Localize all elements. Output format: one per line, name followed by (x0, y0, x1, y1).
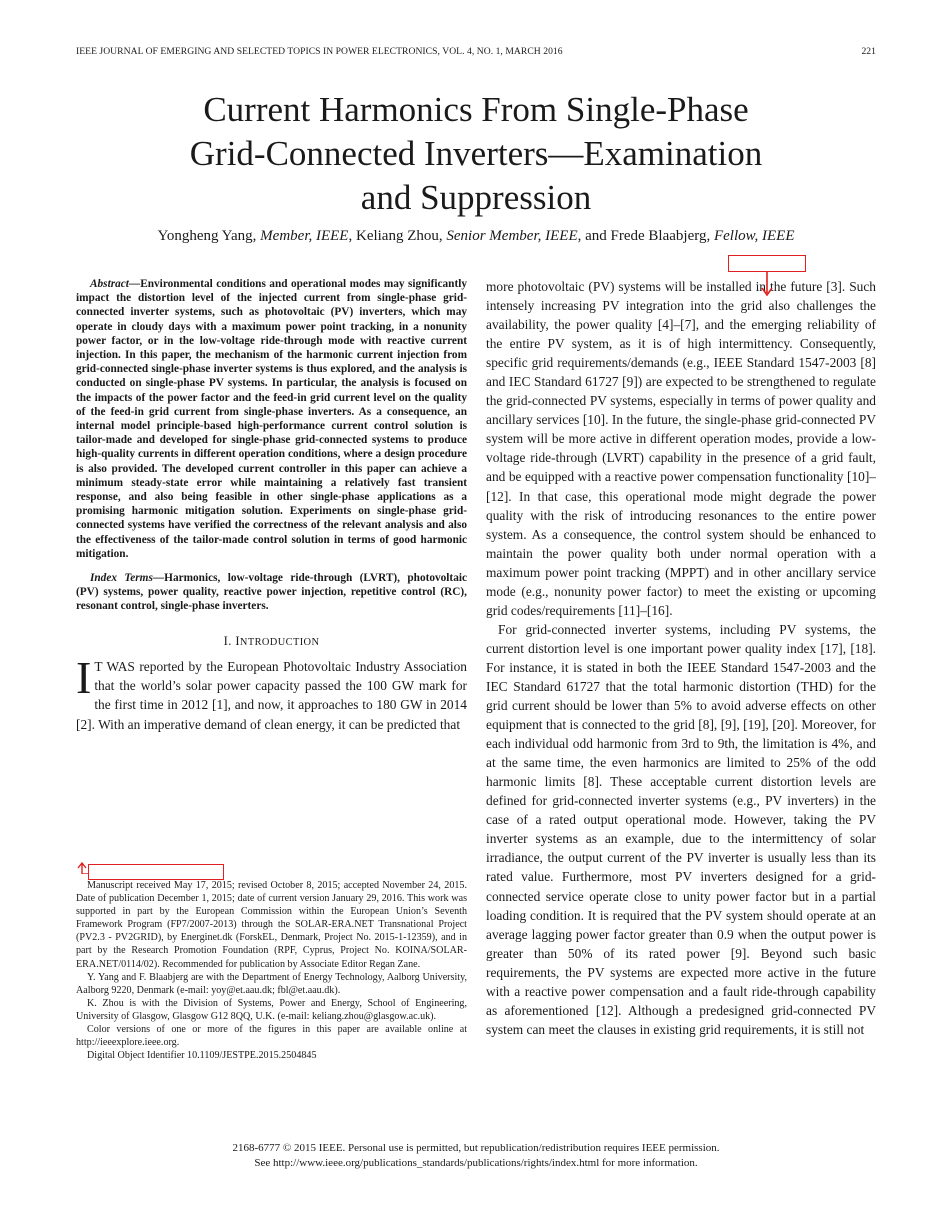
section-heading-introduction (76, 634, 467, 649)
author-blaabjerg-role: Fellow, IEEE (713, 228, 795, 244)
intro-paragraph (76, 651, 467, 735)
title-line-2: Grid-Connected Inverters—Examination (189, 134, 763, 173)
body-paragraph-2: For grid-connected inverter systems, including PV systems, the current distortion level is one important power quality index [17], [18]. For instance, it is stated in both the IEEE Standard 1547-2003 and the IEC Standard 61727 that the total harmonic distortion (THD) for the grid current should be lower than 5% to avoid adverse effects on other equipment that is connected to the grid [8], [9], [19], [20]. Moreover, for each individual odd harmonic from 3rd to 9th, the limitation is 4%, and at the same time, the even harmonics are limited to 25% of the odd harmonic limits [8]. These acceptable current distortion levels are defined for grid-connected inverter systems (e.g., PV inverters) in the case of a rated output operational mode. However, taking the PV inverter systems as an example, due to the intermittency of solar irradiance, the output current of the PV inverter is usually less than its rated value. Furthermore, most PV inverters designed for a grid-connected service operate close to unity power factor but in a partial loading condition. It is required that the PV system should operate at an average lagging power factor greater than 0.9 when the output power is greater than 50% of its rated power [9]. Beyond such basic requirements, the PV systems are expected more active in the future with a reactive power compensation and a fault ride-through capability as aforementioned [12]. Although a predesigned grid-connected PV system can meet the clauses in existing grid requirements, it is still not (486, 621, 876, 1037)
author-blaabjerg: , and Frede Blaabjerg, (577, 228, 714, 244)
footnote-doi: Digital Object Identifier 10.1109/JESTPE.2015.2504845 (87, 1050, 317, 1062)
right-column (486, 277, 876, 1039)
index-terms-lead: Index Terms— (90, 572, 165, 585)
index-terms (76, 571, 467, 614)
annotation-arrow-icon (76, 862, 88, 874)
author-zhou: , Keliang Zhou, (348, 228, 447, 244)
section-number: I. (223, 633, 236, 648)
page-number: 221 (861, 46, 876, 57)
footnote-color-versions: Color versions of one or more of the figures in this paper are available online at http://ieeexplore.ieee.org. (76, 1024, 467, 1049)
author-list (76, 226, 876, 246)
journal-name: IEEE JOURNAL OF EMERGING AND SELECTED TOPICS IN POWER ELECTRONICS, VOL. 4, NO. 1, MARCH 2016 (76, 46, 563, 57)
paper-title (76, 88, 876, 220)
footnote-affiliation-aalborg: Y. Yang and F. Blaabjerg are with the Department of Energy Technology, Aalborg University, Aalborg 9220, Denmark (e-mail: yoy@et.aau.dk; fbl@et.aau.dk). (76, 971, 467, 996)
body-paragraph-1: more photovoltaic (PV) systems will be installed in the future [3]. Such intensely increasing PV integration into the grid also challenges the availability, the power quality [4]–[7], and the emerging reliability of the entire PV system, as it is of high intermittency. Consequently, specific grid requirements/demands (e.g., IEEE Standard 1547-2003 [8] and IEC Standard 61727 [9]) are expected to be strengthened to regulate the grid-connected PV systems, especially in terms of power quality and ancillary services [10]. In the future, the single-phase grid-connected PV system will be more active in different operation modes, provide a low-voltage ride-through (LVRT) capability in the presence of a grid fault, and be equipped with a reactive power compensation functionality [10]–[12]. In that case, this operational mode might degrade the power quality with the risk of introducing resonances to the entire power system. As a consequence, the control system should be enhanced to maintain the power quality both under normal operation with a maximum power point tracking (MPPT) and in other ancillary service mode (e.g., nonunity power factor) to meet the existing or upcoming grid codes/requirements [11]–[16]. (486, 279, 876, 618)
copyright-line-2: See http://www.ieee.org/publications_standards/publications/rights/index.html for more information. (254, 1156, 698, 1169)
copyright-line-1: 2168-6777 © 2015 IEEE. Personal use is permitted, but republication/redistribution requires IEEE permission. (232, 1142, 720, 1154)
title-line-1: Current Harmonics From Single-Phase (203, 90, 749, 129)
abstract-lead: Abstract— (90, 278, 141, 290)
footnotes (76, 879, 467, 1062)
copyright-notice (76, 1141, 876, 1170)
annotation-box-bottom (88, 864, 224, 880)
left-column (76, 277, 467, 734)
abstract (76, 277, 467, 561)
footnote-manuscript: Manuscript received May 17, 2015; revised October 8, 2015; accepted November 24, 2015. Date of publication December 1, 2015; date of current version January 29, 2016. This work was supported in part by the European Commission within the European Union’s Seventh Framework Program (FP7/2007-2013) through the SOLAR-ERA.NET Transnational Project (PV2.3 - PV2GRID), by Energinet.dk (ForskEL, Denmark, Project No. 2015-1-12359), and in part by the Research Promotion Foundation (RPF, Cyprus, Project No. KOINA/SOLAR-ERA.NET/0114/02). Recommended for publication by Associate Editor Regan Zane. (76, 880, 467, 970)
drop-cap: I (76, 651, 92, 703)
footnote-affiliation-glasgow: K. Zhou is with the Division of Systems, Power and Energy, School of Engineering, University of Glasgow, Glasgow G12 8QQ, U.K. (e-mail: keliang.zhou@glasgow.ac.uk). (76, 997, 467, 1022)
section-title-initial: I (235, 633, 240, 648)
author-zhou-role: Senior Member, IEEE (446, 228, 578, 244)
intro-text: T WAS reported by the European Photovoltaic Industry Association that the world’s solar power capacity passed the 100 GW mark for the first time in 2012 [1], and now, it approaches to 180 GW in 2014 [2]. With an imperative demand of clean energy, it can be predicted that (76, 658, 467, 732)
author-yang: Yongheng Yang, (157, 228, 261, 244)
abstract-text: Environmental conditions and operational modes may significantly impact the distortion level of the injected current from single-phase grid-connected inverter systems, such as photovoltaic (PV) inverters, which may operate in cloudy days with a maximum power point tracking, in a nonunity power factor, or in the low-voltage ride-through mode with reactive current injection. In this paper, the mechanism of the harmonic current injection from grid-connected single-phase inverter systems is thus explored, and the analysis is conducted on single-phase PV systems. In particular, the analysis is focused on the impacts of the power factor and the feed-in grid current level on the quality of the feed-in grid current from single-phase inverters. As a consequence, an internal model principle-based high-performance current control solution is tailor-made and developed for single-phase grid-connected systems to produce high-quality currents in different operation conditions, where a design procedure is also provided. The developed current controller in this paper can achieve a minimum steady-state error while maintaining a relatively fast transient response, and also being feasible in other single-phase applications as a promising harmonic mitigation solution. Experiments on single-phase grid-connected systems have verified the correctness of the relevant analysis and also the effectiveness of the tailor-made control solution in terms of good harmonic mitigation. (76, 278, 467, 560)
annotation-box-top (728, 255, 806, 272)
author-yang-role: Member, IEEE (260, 228, 349, 244)
index-terms-text: Harmonics, low-voltage ride-through (LVRT), photovoltaic (PV) systems, power quality, reactive power injection, repetitive control (RC), resonant control, single-phase inverters. (76, 572, 467, 613)
title-line-3: and Suppression (360, 178, 592, 217)
running-header (76, 46, 876, 60)
section-title-rest: NTRODUCTION (239, 636, 320, 648)
annotation-arrow-down-icon (760, 271, 774, 297)
